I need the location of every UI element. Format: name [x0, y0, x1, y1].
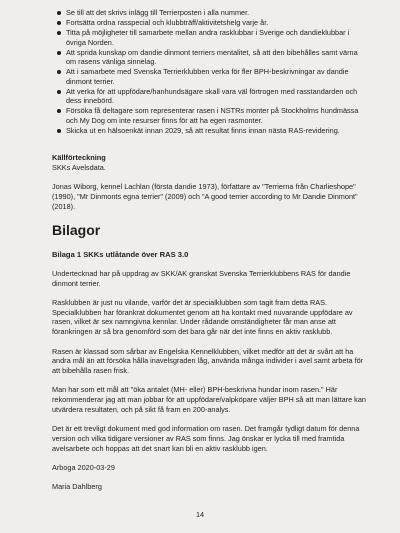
list-item: Att verka för att uppfödare/hanhundsägare skall vara väl förtrogen med rasstandarden och dess innebörd.	[66, 87, 367, 106]
place-date: Arboga 2020-03-29	[52, 463, 115, 473]
list-item: Försöka få deltagare som representerar rasen i NSTRs monter på Stockholms hundmässa och My Dog om inte resurser finns för att ha egen rasmonter.	[66, 106, 367, 125]
list-item: Att sprida kunskap om dandie dinmont terriers mentalitet, så att den bibehålles samt värna om rasens vänliga sinnelag.	[66, 48, 367, 67]
sources-line: SKKs Avelsdata.	[52, 163, 106, 173]
appendix-paragraph: Rasen är klassad som sårbar av Engelska Kennelklubben, vilket medför att det är svårt att ha andra mål än att försöka hålla inavelsgraden låg, använda många individer i avel samt arbeta för att bibehålla rasen frisk.	[52, 346, 364, 376]
appendix-subheading: Bilaga 1 SKKs utlåtande över RAS 3.0	[52, 249, 189, 259]
sources-line: Jonas Wiborg, kennel Lachlan (första dandie 1973), författare av "Terrierna från Charlieshope" (1990), "Mr Dinmonts egna terrier" (2009) och "A good terrier according to Mr Dandie Dinmont" (2018).	[52, 182, 358, 211]
list-item: Fortsätta ordna rasspecial och klubbträff/aktivitetshelg varje år.	[66, 18, 367, 28]
appendix-paragraph: Det är ett trevligt dokument med god information om rasen. Det framgår tydligt datum för denna version och vilka tidigare versioner av RAS som finns. Jag önskar er lycka till med framtida avelsarbete och hoppas att det snart kan bli en aktiv rasklubb igen.	[52, 424, 360, 453]
goals-list	[52, 8, 367, 135]
page-content	[52, 8, 367, 502]
sources-heading: Källförteckning	[52, 153, 106, 163]
list-item: Titta på möjligheter till samarbete mellan andra rasklubbar i Sverige och dandieklubbar i övriga Norden.	[66, 28, 367, 47]
list-item: Se till att det skrivs inlägg till Terrierposten i alla nummer.	[66, 8, 367, 18]
list-item: Att i samarbete med Svenska Terrierklubben verka för fler BPH-beskrivningar av dandie dinmont terrier.	[66, 67, 367, 86]
appendix-paragraph: Man har som ett mål att "öka antalet (MH- eller) BPH-beskrivna hundar inom rasen." Här rekommenderar jag att man jobbar för att uppfödare/valpköpare väljer BPH så att man lättare kan utvärdera resultaten, och på sikt få fram en 200-analys.	[52, 385, 366, 414]
appendix-heading: Bilagor	[52, 221, 101, 238]
signature-name: Maria Dahlberg	[52, 482, 102, 492]
appendix-paragraph: Undertecknad har på uppdrag av SKK/AK granskat Svenska Terrierklubbens RAS för dandie dinmont terrier.	[52, 268, 351, 288]
appendix-paragraph: Rasklubben är just nu vilande, varför det är specialklubben som tagit fram detta RAS. Specialklubben har förankrat dokumentet genom att ha kontakt med nuvarande uppfödare av rasen, vilket är sex namngivna kennlar. Under rådande omständigheter får man anse att förankringen är så bra genomförd som det bara går när det inte finns en aktiv rasklubb.	[52, 297, 353, 337]
list-item: Skicka ut en hälsoenkät innan 2029, så att resultat finns innan nästa RAS-revidering.	[66, 126, 367, 136]
page-number: 14	[195, 510, 205, 519]
